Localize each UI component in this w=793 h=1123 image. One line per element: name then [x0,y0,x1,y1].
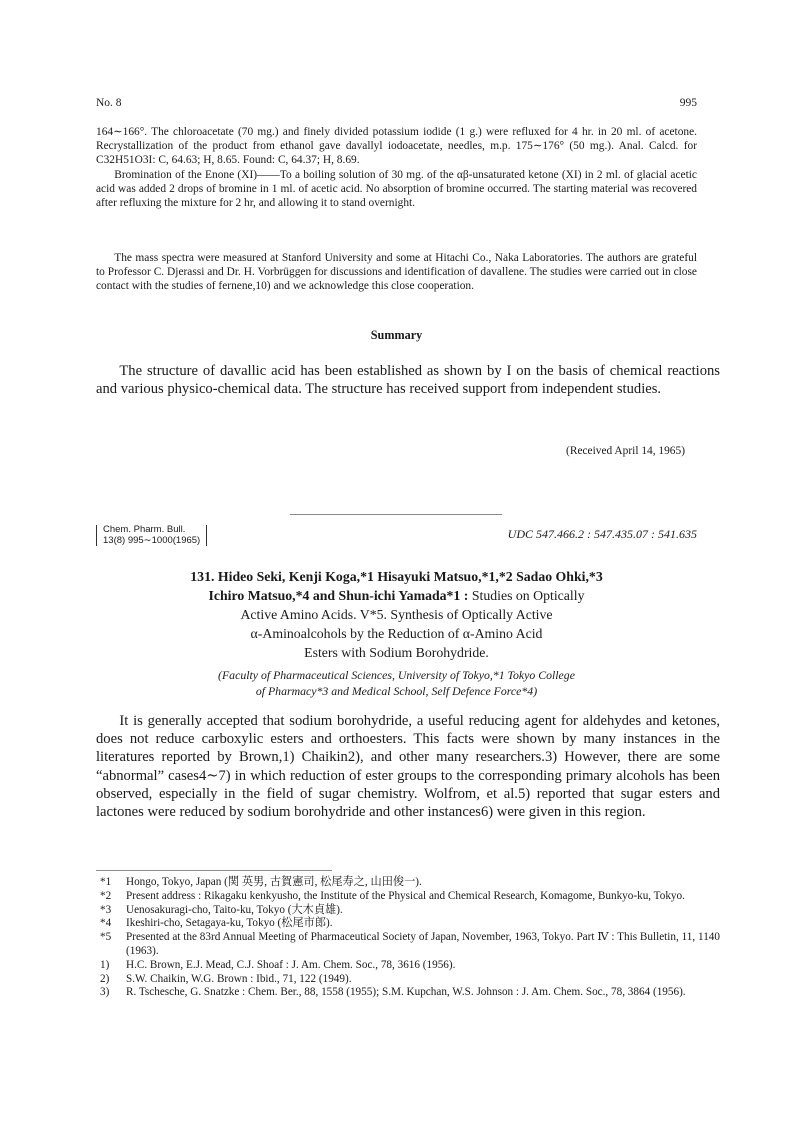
reference-mark: 1) [100,958,110,971]
experimental-paragraph-2: Bromination of the Enone (XI)——To a boiling solution of 30 mg. of the αβ-unsaturated ketone (XI) in 2 ml. of glacial acetic acid was added 2 drops of bromine in 1 ml. of acetic acid. No absorption of bromine occurred. The starting material was recovered after refluxing the mixture for 2 hr, and allowing it to stand overnight. [96,168,697,210]
reference-mark: 2) [100,972,110,985]
journal-volume-pages: 13(8) 995∼1000(1965) [103,534,201,546]
reference [100,959,720,973]
footnote [100,904,720,918]
reference-text: S.W. Chaikin, W.G. Brown : Ibid., 71, 122 (1949). [126,972,352,985]
footnote [100,931,720,959]
affiliation-line-2: of Pharmacy*3 and Medical School, Self Defence Force*4) [255,683,538,698]
footnote-text: Uenosakuragi-cho, Taito-ku, Tokyo (大木貞雄). [126,903,343,916]
title-line-4: Esters with Sodium Borohydride. [304,645,489,660]
footnotes [100,876,720,1000]
footnote-mark: *1 [100,876,112,888]
summary-text: The structure of davallic acid has been established as shown by I on the basis of chemical reactions and various physico-chemical data. The structure has received support from independent studies. [96,363,720,398]
journal-name: Chem. Pharm. Bull. [103,524,186,535]
reference-text: R. Tschesche, G. Snatzke : Chem. Ber., 88, 1558 (1955); S.M. Kupchan, W.S. Johnson : J. Am. Chem. Soc., 78, 3864 (1956). [126,986,686,999]
experimental-section [96,125,697,210]
footnote-mark: *5 [100,931,112,944]
footnote-mark: *4 [100,917,112,930]
article-title-block [96,567,697,662]
footnote-mark: *3 [100,903,112,916]
title-line-2: Active Amino Acids. V*5. Synthesis of Optically Active [240,607,553,622]
reference [100,986,720,1000]
section-divider [290,514,502,515]
issue-number: No. 8 [96,97,122,109]
footnote-divider [96,870,332,871]
affiliation-line-1: (Faculty of Pharmaceutical Sciences, University of Tokyo,*1 Tokyo College [218,668,575,682]
authors-line-2: Ichiro Matsuo,*4 and Shun-ichi Yamada*1 : [208,588,469,603]
footnote-text: Present address : Rikagaku kenkyusho, the Institute of the Physical and Chemical Research, Komagome, Bunkyo-ku, Tokyo. [126,889,685,902]
article-number: 131. [190,569,215,584]
journal-citation-box [96,525,207,546]
footnote-text: Ikeshiri-cho, Setagaya-ku, Tokyo (松尾市郎). [126,917,333,930]
page-number: 995 [679,97,697,109]
experimental-paragraph-1: 164∼166°. The chloroacetate (70 mg.) and finely divided potassium iodide (1 g.) were refluxed for 4 hr. in 20 ml. of acetone. Recrystallization of the product from ethanol gave davallyl iodoacetate, needles, m.p. 175∼176° (50 mg.). Anal. Calcd. for C32H51O3I: C, 64.63; H, 8.65. Found: C, 64.37; H, 8.69. [96,126,697,167]
received-date: (Received April 14, 1965) [566,445,685,457]
udc-code: UDC 547.466.2 : 547.435.07 : 541.635 [507,527,697,541]
title-line-1: Studies on Optically [471,588,585,603]
acknowledgment: The mass spectra were measured at Stanford University and some at Hitachi Co., Naka Laboratories. The authors are grateful to Professor C. Djerassi and Dr. H. Vorbrüggen for discussions and identification of davallene. The studies were carried out in close contact with the studies of fernene,10) and we acknowledge this close cooperation. [96,252,697,293]
reference-mark: 3) [100,986,110,999]
footnote [100,917,720,931]
reference-text: H.C. Brown, E.J. Mead, C.J. Shoaf : J. Am. Chem. Soc., 78, 3616 (1956). [126,958,456,971]
reference [100,973,720,987]
affiliation [96,668,697,699]
summary-heading: Summary [370,328,423,342]
footnote-mark: *2 [100,889,112,902]
footnote [100,876,720,890]
title-line-3: α-Aminoalcohols by the Reduction of α-Amino Acid [250,626,543,641]
footnote-text: Hongo, Tokyo, Japan (関 英男, 古賀憲司, 松尾寿之, 山田俊一). [126,876,422,888]
footnote-text: Presented at the 83rd Annual Meeting of Pharmaceutical Society of Japan, November, 1963, Tokyo. Part Ⅳ : This Bulletin, 11, 1140 (1963). [126,931,720,957]
intro-paragraph: It is generally accepted that sodium borohydride, a useful reducing agent for aldehydes and ketones, does not reduce carboxylic esters and orthoesters. This facts were shown by many instances in the literatures reported by Brown,1) Chaikin2), and other many researchers.3) However, there are some “abnormal” cases4∼7) in which reduction of ester groups to the corresponding primary alcohols has been observed, especially in the field of sugar chemistry. Wolfrom, et al.5) reported that sugar esters and lactones were reduced by sodium borohydride and other instances6) were given in this region. [96,713,720,821]
authors-line-1: Hideo Seki, Kenji Koga,*1 Hisayuki Matsuo,*1,*2 Sadao Ohki,*3 [217,569,603,584]
footnote [100,890,720,904]
